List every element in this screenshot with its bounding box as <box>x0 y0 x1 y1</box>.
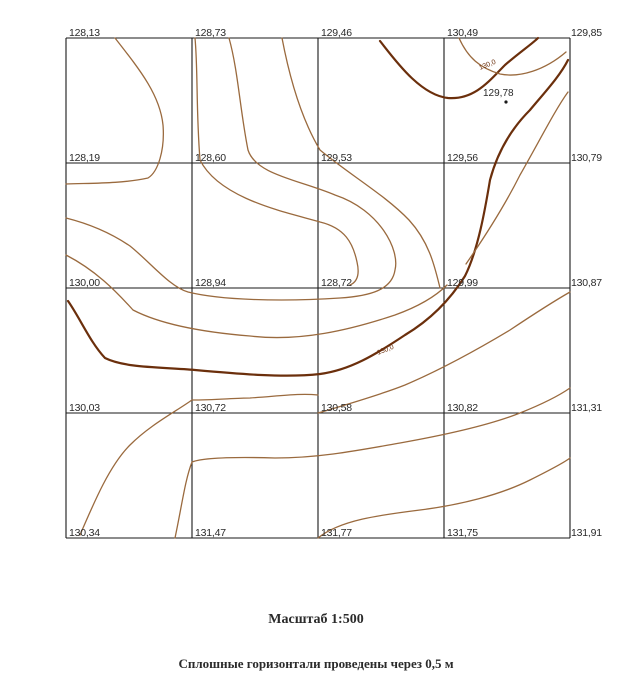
grid-elevation-label: 128,19 <box>69 152 100 164</box>
grid-elevation-label: 128,94 <box>195 277 226 289</box>
grid-elevation-label: 128,73 <box>195 27 226 39</box>
grid-elevation-label: 128,60 <box>195 152 226 164</box>
grid-elevation-label: 131,31 <box>571 402 602 414</box>
contour-line-e-2 <box>466 92 568 264</box>
grid-elevation-label: 129,46 <box>321 27 352 39</box>
grid-elevation-label: 128,72 <box>321 277 352 289</box>
contour-interval-note: Сплошные горизонтали проведены через 0,5 м <box>178 656 454 671</box>
contour-label: 130,0 <box>376 343 396 357</box>
spot-height-label: 129,78 <box>483 88 514 99</box>
grid-elevation-label: 131,77 <box>321 527 352 539</box>
grid-elevation-label: 128,13 <box>69 27 100 39</box>
grid-elevation-label: 130,34 <box>69 527 100 539</box>
grid-elevation-label: 130,03 <box>69 402 100 414</box>
grid-elevation-label: 130,49 <box>447 27 478 39</box>
contour-label: 130,0 <box>478 58 498 72</box>
spot-height-point <box>504 100 507 103</box>
grid-elevation-label: 129,99 <box>447 277 478 289</box>
grid-elevation-label: 129,56 <box>447 152 478 164</box>
grid-elevation-label: 129,85 <box>571 27 602 39</box>
grid-elevation-label: 130,72 <box>195 402 226 414</box>
grid-elevation-label: 131,91 <box>571 527 602 539</box>
grid-elevation-label: 130,87 <box>571 277 602 289</box>
elevation-labels <box>69 27 602 539</box>
contour-line-s-2 <box>175 388 570 538</box>
grid-elevation-label: 131,75 <box>447 527 478 539</box>
grid-elevation-label: 130,82 <box>447 402 478 414</box>
spot-height <box>483 88 514 104</box>
grid-elevation-label: 130,58 <box>321 402 352 414</box>
scale-caption: Масштаб 1:500 <box>268 612 364 627</box>
grid-elevation-label: 129,53 <box>321 152 352 164</box>
contour-line-nw-3 <box>66 255 447 338</box>
contour-line-s-1 <box>80 394 318 535</box>
contour-line-nw-2 <box>66 38 396 300</box>
grid <box>66 38 570 538</box>
contour-line-major-ne <box>380 38 538 98</box>
grid-elevation-label: 130,79 <box>571 152 602 164</box>
grid-elevation-label: 130,00 <box>69 277 100 289</box>
contour-line-e-1 <box>459 38 566 75</box>
grid-elevation-label: 131,47 <box>195 527 226 539</box>
